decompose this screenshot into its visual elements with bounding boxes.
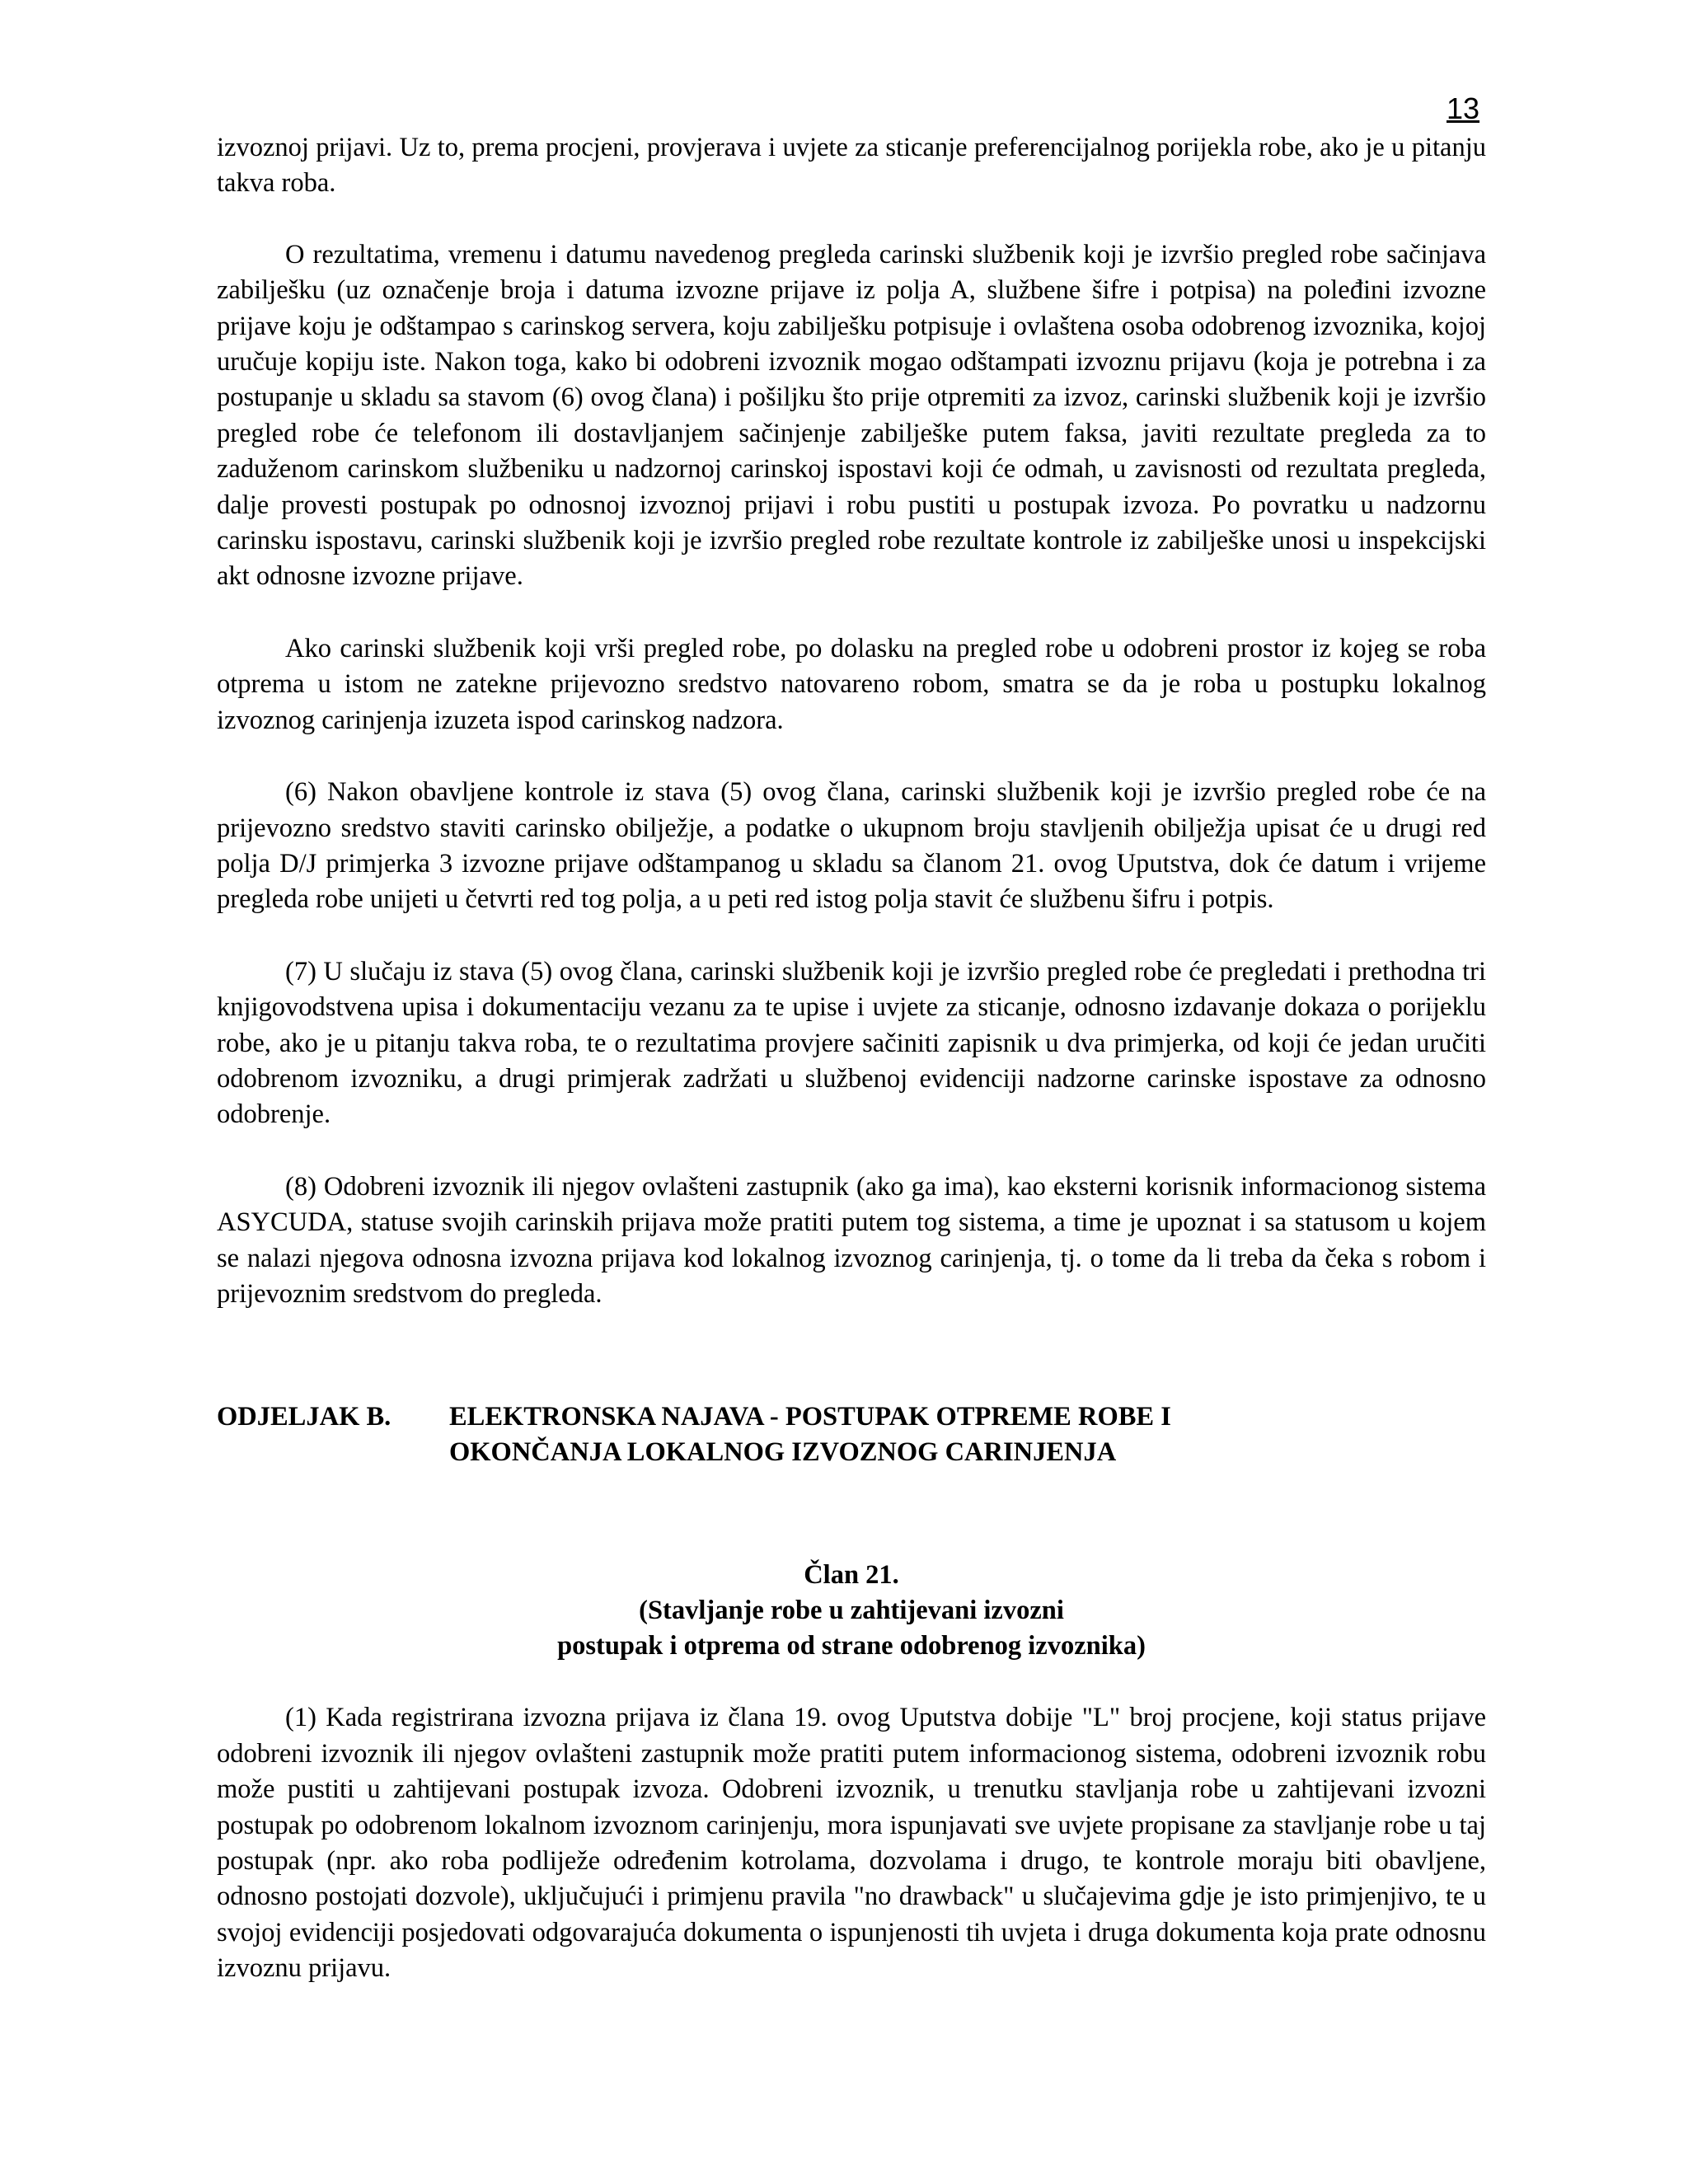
document-body [217, 130, 1486, 1987]
paragraph-continuation: izvoznoj prijavi. Uz to, prema procjeni, provjerava i uvjete za sticanje preferencijalnog porijekla robe, ako je u pitanju takva roba. [217, 133, 1486, 199]
article-number: Član 21. [804, 1560, 899, 1591]
paragraph-stav-6: (6) Nakon obavljene kontrole iz stava (5) ovog člana, carinski službenik koji je izvršio pregled robe će na prijevozno sredstvo staviti carinsko obilježje, a podatke o ukupnom broju stavljenih obilježja upisat će u drugi red polja D/J primjerka 3 izvozne prijave odštampanog u skladu sa članom 21. ovog Uputstva, dok će datum i vrijeme pregleda robe unijeti u četvrti red tog polja, a u peti red istog polja stavit će službenu šifru i potpis. [217, 777, 1486, 915]
section-title-line-1: ELEKTRONSKA NAJAVA - POSTUPAK OTPREME ROBE I [449, 1402, 1171, 1432]
section-label: ODJELJAK B. [217, 1402, 392, 1432]
page-number: 13 [1447, 91, 1480, 125]
section-title [449, 1399, 1486, 1470]
article-title-line-2: postupak i otprema od strane odobrenog izvoznika) [557, 1631, 1146, 1661]
article-title-line-1: (Stavljanje robe u zahtijevani izvozni [639, 1596, 1064, 1626]
paragraph-inspection-results: O rezultatima, vremenu i datumu navedenog pregleda carinski službenik koji je izvršio pregled robe sačinjava zabilješku (uz označenje broja i datuma izvozne prijave iz polja A, službene šifre i potpisa) na poleđini izvozne prijave koju je odštampao s carinskog servera, koju zabilješku potpisuje i ovlaštena osoba odobrenog izvoznika, kojoj uručuje kopiju iste. Nakon toga, kako bi odobreni izvoznik mogao odštampati izvoznu prijavu (koja je potrebna i za postupanje u skladu sa stavom (6) ovog člana) i pošiljku što prije otpremiti za izvoz, carinski službenik koji je izvršio pregled robe će telefonom ili dostavljanjem sačinjenje zabilješke putem faksa, javiti rezultate pregleda za to zaduženom carinskom službeniku u nadzornoj carinskoj ispostavi koji će odmah, u zavisnosti od rezultata pregleda, dalje provesti postupak po odnosnoj izvoznoj prijavi i robu pustiti u postupak izvoza. Po povratku u nadzornu carinsku ispostavu, carinski službenik koji je izvršio pregled robe rezultate kontrole iz zabilješke unosi u inspekcijski akt odnosne izvozne prijave. [217, 239, 1486, 592]
paragraph-article-21-stav-1: (1) Kada registrirana izvozna prijava iz člana 19. ovog Uputstva dobije "L" broj procjene, koji status prijave odobreni izvoznik ili njegov ovlašteni zastupnik može pratiti putem informacionog sistema, odobreni izvoznik robu može pustiti u zahtijevani postupak izvoza. Odobreni izvoznik, u trenutku stavljanja robe u zahtijevani izvozni postupak po odobrenom lokalnom izvoznom carinjenju, mora ispunjavati sve uvjete propisane za stavljanje robe u taj postupak (npr. ako roba podliježe određenim kotrolama, dozvolama i drugo, te kontrole moraju biti obavljene, odnosno postojati dozvole), uključujući i primjenu pravila "no drawback" u slučajevima gdje je isto primjenjivo, te u svojoj evidenciji posjedovati odgovarajuća dokumenta o ispunjenosti tih uvjeta i druga dokumenta koja prate odnosnu izvoznu prijavu. [217, 1703, 1486, 1984]
section-title-line-2: OKONČANJA LOKALNOG IZVOZNOG CARINJENJA [449, 1437, 1117, 1468]
paragraph-no-vehicle: Ako carinski službenik koji vrši pregled robe, po dolasku na pregled robe u odobreni prostor iz kojeg se roba otprema u istom ne zatekne prijevozno sredstvo natovareno robom, smatra se da je roba u postupku lokalnog izvoznog carinjenja izuzeta ispod carinskog nadzora. [217, 633, 1486, 735]
article-heading [217, 1558, 1486, 1664]
paragraph-stav-8: (8) Odobreni izvoznik ili njegov ovlašteni zastupnik (ako ga ima), kao eksterni korisnik informacionog sistema ASYCUDA, statuse svojih carinskih prijava može pratiti putem tog sistema, a time je upoznat i sa statusom u kojem se nalazi njegova odnosna izvozna prijava kod lokalnog izvoznog carinjenja, tj. o tome da li treba da čeka s robom i prijevoznim sredstvom do pregleda. [217, 1171, 1486, 1309]
section-heading [217, 1399, 1486, 1470]
paragraph-stav-7: (7) U slučaju iz stava (5) ovog člana, carinski službenik koji je izvršio pregled robe će pregledati i prethodna tri knjigovodstvena upisa i dokumentaciju vezanu za te upise i uvjete za sticanje, odnosno izdavanje dokaza o porijeklu robe, ako je u pitanju takva roba, te o rezultatima provjere sačiniti zapisnik u dva primjerka, od koji će jedan uručiti odobrenom izvozniku, a drugi primjerak zadržati u službenoj evidenciji nadzorne carinske ispostave za odnosno odobrenje. [217, 956, 1486, 1130]
